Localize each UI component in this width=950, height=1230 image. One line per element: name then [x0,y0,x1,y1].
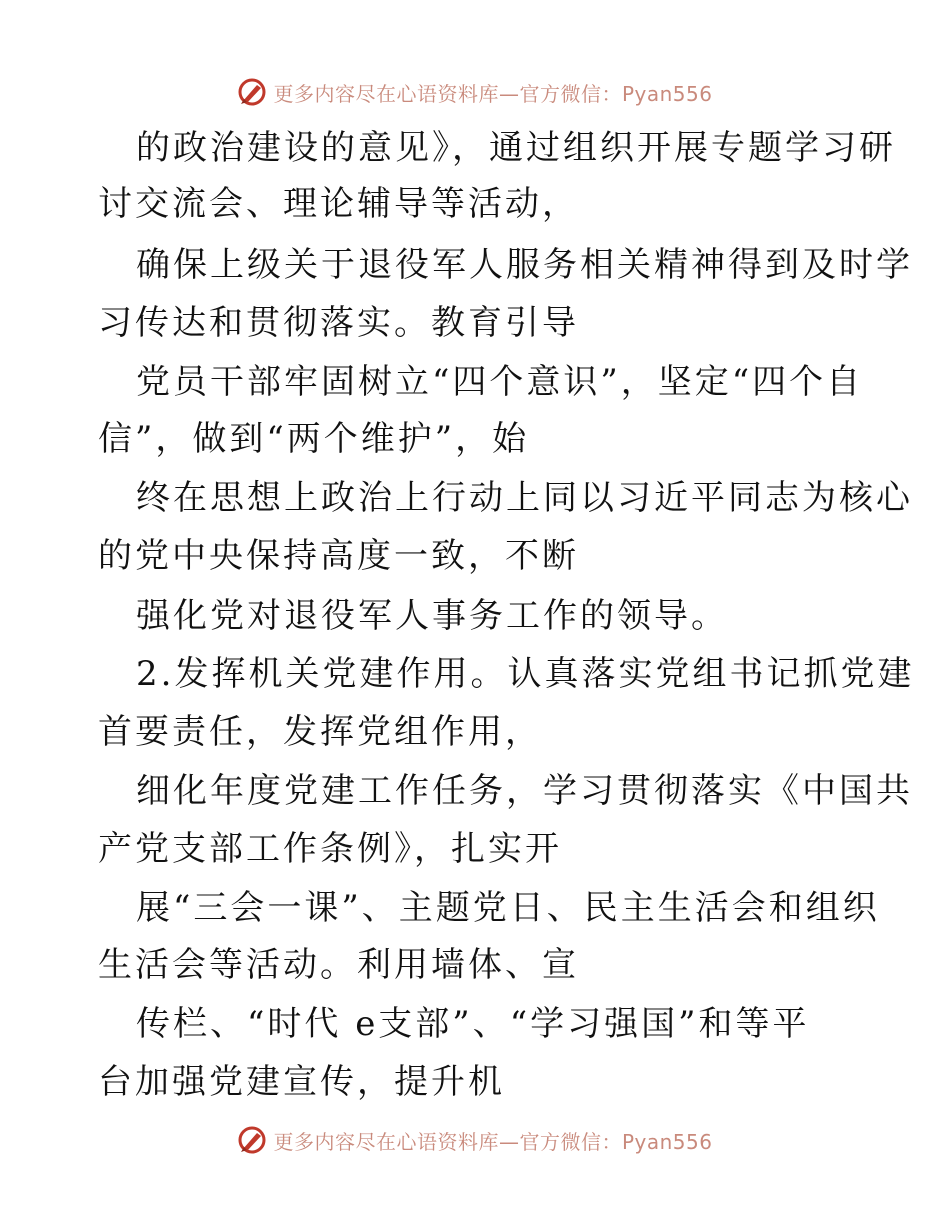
body-line: 信”，做到“两个维护”，始 [98,419,530,459]
body-line: 确保上级关于退役军人服务相关精神得到及时学 [136,245,913,285]
header-banner [0,72,950,112]
body-line: 台加强党建宣传，提升机 [98,1062,505,1102]
body-line: 的政治建设的意见》，通过组织开展专题学习研 [136,128,896,168]
footer-banner [0,1120,950,1160]
body-line: 产党支部工作条例》，扎实开 [98,829,562,869]
body-line: 终在思想上政治上行动上同以习近平同志为核心 [136,478,913,518]
header-banner-text: 更多内容尽在心语资料库—官方微信：Pyan556 [273,81,713,106]
pen-in-circle-icon [237,77,267,107]
body-line: 细化年度党建工作任务，学习贯彻落实《中国共 [136,771,913,811]
body-line: 首要责任，发挥党组作用， [98,712,542,752]
body-line: 的党中央保持高度一致，不断 [98,536,579,576]
body-line: 展“三会一课”、主题党日、民主生活会和组织 [136,888,880,928]
body-line: 强化党对退役军人事务工作的领导。 [136,596,728,636]
pen-in-circle-icon [237,1125,267,1155]
body-line: 习传达和贯彻落实。教育引导 [98,303,579,343]
body-line: 生活会等活动。利用墙体、宣 [98,945,579,985]
body-line: 2.发挥机关党建作用。认真落实党组书记抓党建 [136,654,915,694]
footer-banner-text: 更多内容尽在心语资料库—官方微信：Pyan556 [273,1129,713,1154]
body-line: 党员干部牢固树立“四个意识”，坚定“四个自 [136,362,864,402]
body-line: 讨交流会、理论辅导等活动， [98,184,579,224]
body-line: 传栏、“时代 e支部”、“学习强国”和等平 [136,1004,810,1044]
